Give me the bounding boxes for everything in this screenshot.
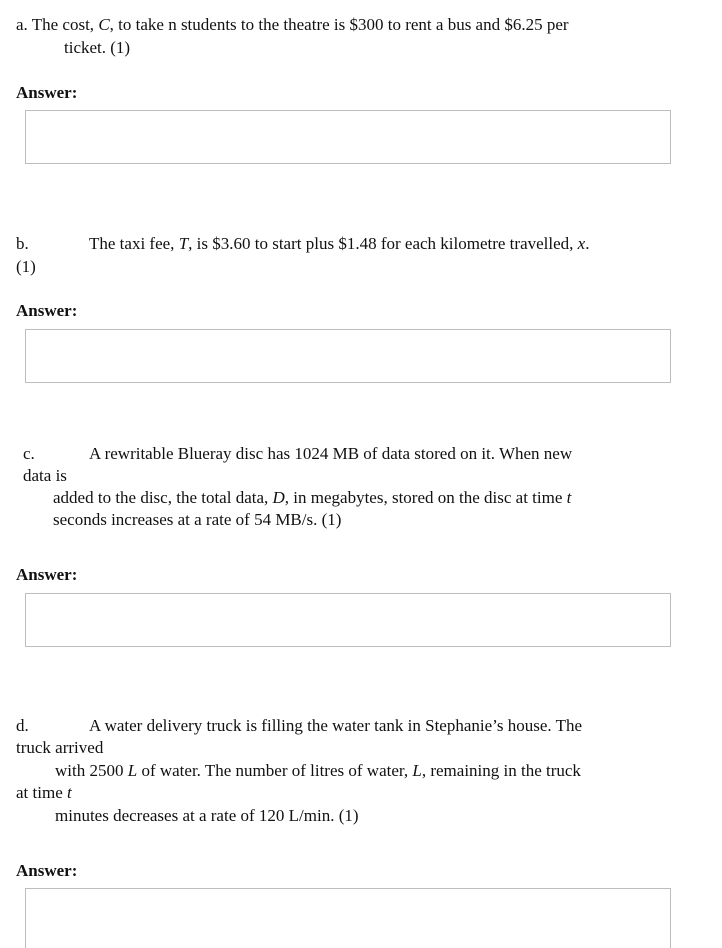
question-c-line-1: A rewritable Blueray disc has 1024 MB of data stored on it. When new — [89, 444, 573, 463]
question-d-line-1: A water delivery truck is filling the water tank in Stephanie’s house. The — [89, 716, 583, 735]
question-c-line-3: added to the disc, the total data, D, in megabytes, stored on the disc at time t — [53, 488, 572, 507]
question-a-line-1: a. The cost, C, to take n students to the theatre is $300 to rent a bus and $6.25 per — [16, 15, 569, 34]
question-c-line-4: seconds increases at a rate of 54 MB/s. (1) — [53, 510, 342, 529]
answer-box-a[interactable] — [25, 110, 671, 164]
question-c-marker: c. — [23, 444, 35, 463]
question-a-line-2: ticket. (1) — [64, 38, 131, 57]
answer-box-b[interactable] — [25, 329, 671, 383]
question-d-line-4: at time t — [16, 783, 72, 802]
answer-label-d: Answer: — [16, 861, 78, 880]
question-d-marker: d. — [16, 716, 29, 735]
answer-box-c[interactable] — [25, 593, 671, 647]
question-b-marker: b. — [16, 234, 29, 253]
question-d-line-5: minutes decreases at a rate of 120 L/min. (1) — [55, 806, 359, 825]
answer-label-a: Answer: — [16, 83, 78, 102]
answer-label-c: Answer: — [16, 565, 78, 584]
question-d-line-3: with 2500 L of water. The number of litres of water, L, remaining in the truck — [55, 761, 581, 780]
question-d-line-2: truck arrived — [16, 738, 104, 757]
answer-box-d[interactable] — [25, 888, 671, 948]
question-b-line-2: (1) — [16, 257, 36, 276]
question-b-line-1: The taxi fee, T, is $3.60 to start plus $1.48 for each kilometre travelled, x. — [89, 234, 590, 253]
answer-label-b: Answer: — [16, 301, 78, 320]
question-c-line-2: data is — [23, 466, 67, 485]
